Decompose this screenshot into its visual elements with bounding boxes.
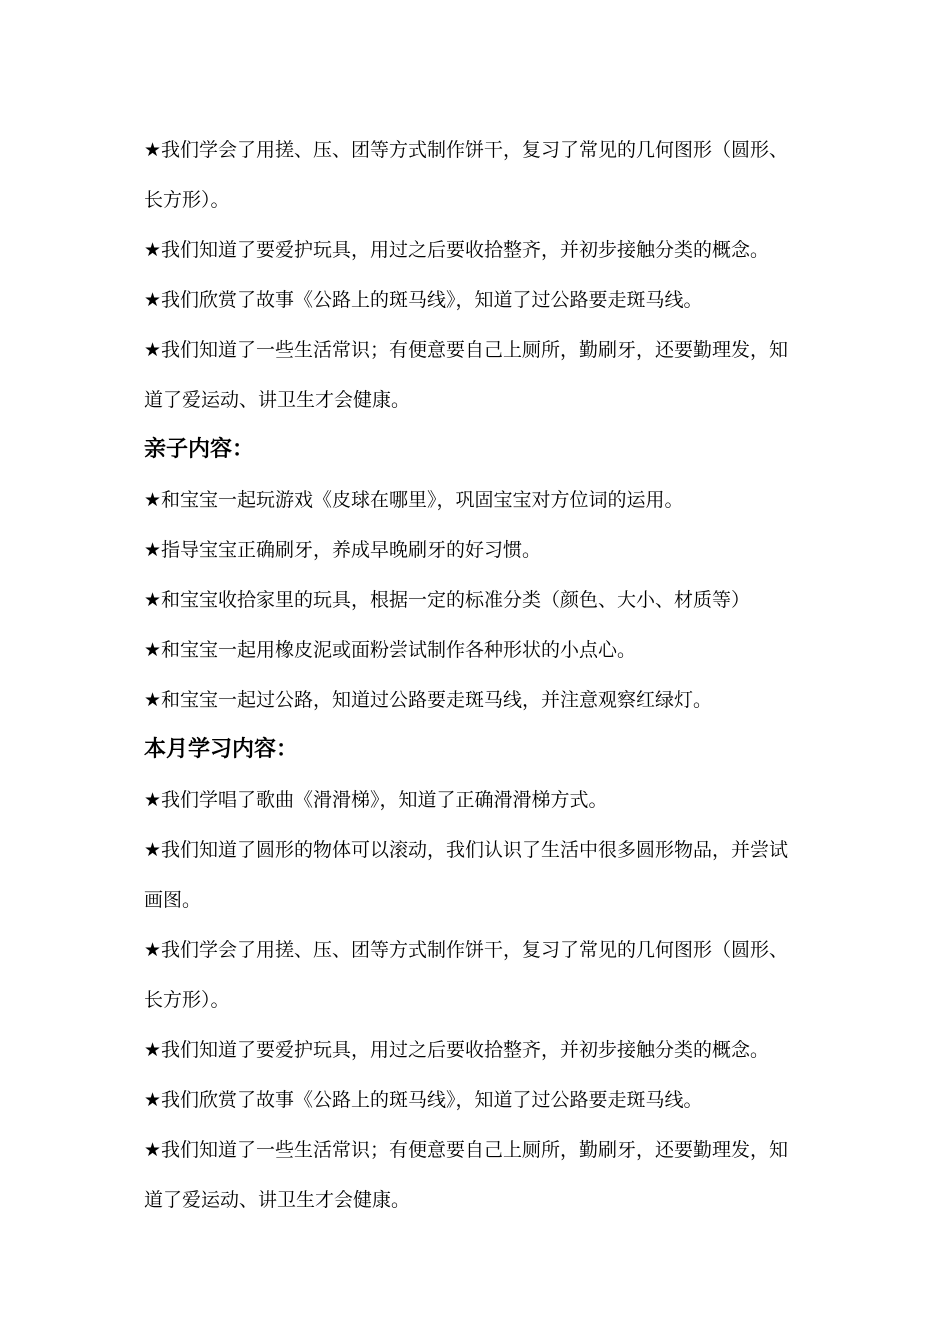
month-line-4: ★我们学会了用搓、压、团等方式制作饼干，复习了常见的几何图形（圆形、: [144, 939, 789, 961]
top-line-2: 长方形）。: [144, 189, 230, 211]
top-line-4: ★我们欣赏了故事《公路上的斑马线》，知道了过公路要走斑马线。: [144, 289, 703, 311]
document-page: [144, 125, 804, 1225]
parent-line-3: ★和宝宝收拾家里的玩具，根据一定的标准分类（颜色、大小、材质等）: [144, 589, 751, 611]
month-line-5: 长方形）。: [144, 989, 230, 1011]
month-line-1: ★我们学唱了歌曲《滑滑梯》，知道了正确滑滑梯方式。: [144, 789, 608, 811]
parent-line-2: ★指导宝宝正确刷牙，养成早晚刷牙的好习惯。: [144, 539, 542, 561]
parent-line-1: ★和宝宝一起玩游戏《皮球在哪里》，巩固宝宝对方位词的运用。: [144, 489, 684, 511]
top-line-6: 道了爱运动、讲卫生才会健康。: [144, 389, 411, 411]
month-line-2: ★我们知道了圆形的物体可以滚动，我们认识了生活中很多圆形物品，并尝试: [144, 839, 789, 861]
parent-section-heading: 亲子内容：: [144, 437, 255, 462]
month-line-7: ★我们欣赏了故事《公路上的斑马线》，知道了过公路要走斑马线。: [144, 1089, 703, 1111]
top-line-5: ★我们知道了一些生活常识；有便意要自己上厕所，勤刷牙，还要勤理发，知: [144, 339, 789, 361]
month-line-3: 画图。: [144, 889, 202, 911]
month-line-8: ★我们知道了一些生活常识；有便意要自己上厕所，勤刷牙，还要勤理发，知: [144, 1139, 789, 1161]
month-line-6: ★我们知道了要爱护玩具，用过之后要收拾整齐，并初步接触分类的概念。: [144, 1039, 770, 1061]
parent-line-4: ★和宝宝一起用橡皮泥或面粉尝试制作各种形状的小点心。: [144, 639, 637, 661]
top-line-1: ★我们学会了用搓、压、团等方式制作饼干，复习了常见的几何图形（圆形、: [144, 139, 789, 161]
month-line-9: 道了爱运动、讲卫生才会健康。: [144, 1189, 411, 1211]
top-line-3: ★我们知道了要爱护玩具，用过之后要收拾整齐，并初步接触分类的概念。: [144, 239, 770, 261]
month-section-heading: 本月学习内容：: [144, 737, 299, 762]
parent-line-5: ★和宝宝一起过公路，知道过公路要走斑马线，并注意观察红绿灯。: [144, 689, 713, 711]
